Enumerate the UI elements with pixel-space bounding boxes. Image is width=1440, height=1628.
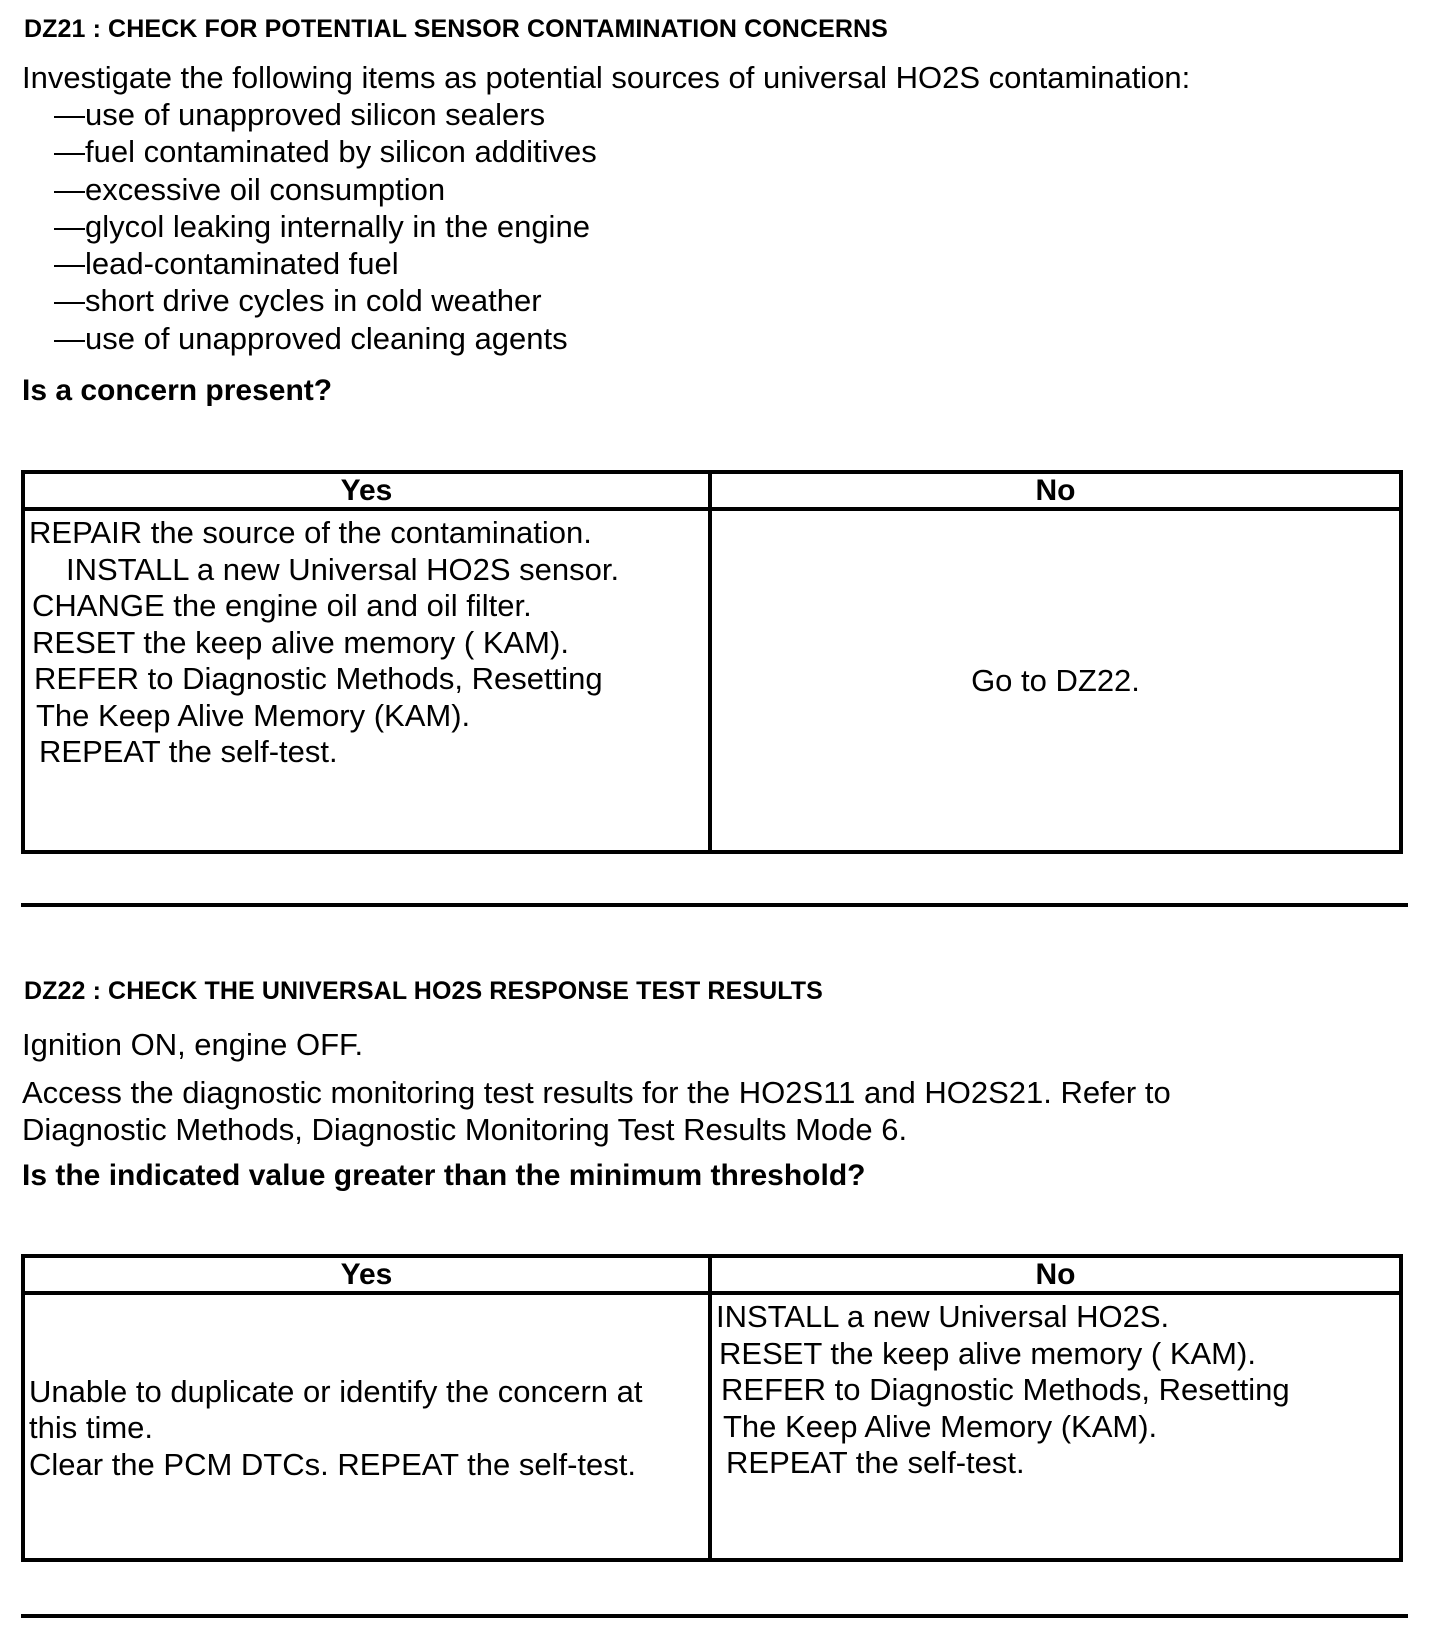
answer-table-dz22 [21,1254,1403,1562]
yes-action-line: Unable to duplicate or identify the concern at [29,1373,643,1409]
go-to-next-step: Go to DZ22. [971,662,1140,698]
no-action-line: INSTALL a new Universal HO2S. [716,1299,1170,1334]
step-question: Is a concern present? [22,374,333,407]
section-divider [21,903,1408,907]
instruction-line: Access the diagnostic monitoring test results for the HO2S11 and HO2S21. Refer to [22,1075,1171,1110]
step-condition: Ignition ON, engine OFF. [22,1027,364,1062]
no-cell [710,1293,1401,1560]
yes-action-line: this time. [29,1410,154,1446]
no-header: No [710,472,1401,509]
step-title-dz22: DZ22 : CHECK THE UNIVERSAL HO2S RESPONSE TEST RESULTS [24,977,823,1005]
list-item: —use of unapproved silicon sealers [54,97,546,132]
step-title-dz21: DZ21 : CHECK FOR POTENTIAL SENSOR CONTAMINATION CONCERNS [24,15,888,43]
yes-cell [23,1293,710,1560]
yes-action-line: REPEAT the self-test. [39,734,338,769]
answer-table-dz21 [21,470,1403,854]
step-intro: Investigate the following items as potential sources of universal HO2S contamination: [22,60,1191,95]
yes-action-line: REPAIR the source of the contamination. [29,515,592,550]
contamination-source-list [54,96,597,357]
section-divider [21,1614,1408,1618]
step-instructions [22,1074,1171,1148]
yes-action-line: INSTALL a new Universal HO2S sensor. [66,551,620,587]
yes-action-line: Clear the PCM DTCs. REPEAT the self-test. [29,1446,636,1482]
list-item: —fuel contaminated by silicon additives [54,134,597,170]
list-item: —glycol leaking internally in the engine [54,208,590,244]
yes-cell [23,509,710,852]
yes-header: Yes [23,472,710,509]
no-action-line: The Keep Alive Memory (KAM). [723,1408,1158,1444]
list-item: —lead-contaminated fuel [54,246,399,282]
yes-action-line: CHANGE the engine oil and oil filter. [32,588,532,623]
no-action-line: RESET the keep alive memory ( KAM). [719,1335,1256,1371]
yes-action-line: RESET the keep alive memory ( KAM). [32,624,569,660]
list-item: —excessive oil consumption [54,171,446,207]
no-header: No [710,1256,1401,1293]
no-action-line: REFER to Diagnostic Methods, Resetting [721,1372,1290,1407]
no-cell [710,509,1401,852]
no-action-line: REPEAT the self-test. [726,1445,1025,1480]
list-item: —short drive cycles in cold weather [54,283,542,319]
instruction-line: Diagnostic Methods, Diagnostic Monitoring Test Results Mode 6. [22,1112,908,1147]
yes-action-line: The Keep Alive Memory (KAM). [36,697,471,733]
list-item: —use of unapproved cleaning agents [54,320,568,356]
yes-action-line: REFER to Diagnostic Methods, Resetting [34,661,603,696]
yes-header: Yes [23,1256,710,1293]
step-question: Is the indicated value greater than the minimum threshold? [22,1159,866,1192]
